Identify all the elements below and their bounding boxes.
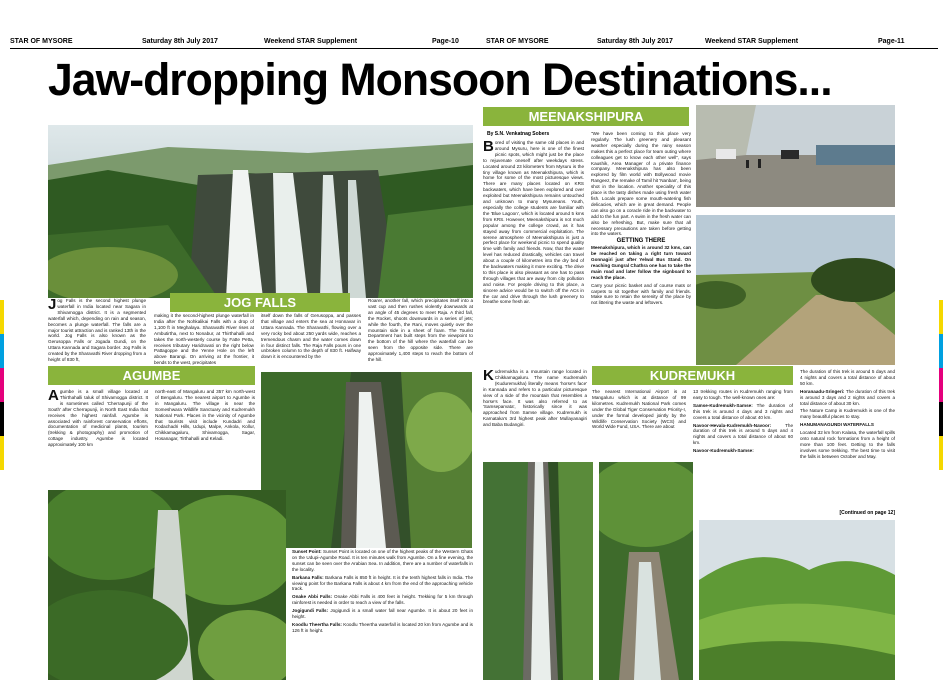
continued-note: [Continued on page 12] [839, 510, 895, 516]
caption-sunset-point-title: Sunset Point: [292, 549, 322, 554]
agumbe-col-1-text: gumbe is a small village located at Thirthahalli taluk of Shivamogga district. It is sometimes called 'Cherrapunji of the South' after Cherrapunji, in North East India that receives the highest rainfall. Agumbe is associated with rainforest conservation efforts, documentation of medicinal plants, tourism (trekking & photography) and promotion of cottage industry. Agumbe is located approximately 100 km [48, 389, 148, 448]
jog-col-3 [261, 313, 361, 365]
agumbe-col-1 [48, 389, 148, 489]
meenakshipura-col-1 [483, 140, 584, 364]
agumbe-col-2 [155, 389, 255, 489]
trek-navoor-kudremukh-title: Navoor-Kudremukh-Samse: [693, 448, 754, 454]
kudremukh-waterfall-photo [483, 462, 593, 680]
trek-navoor-hevala-title: Navoor-Hevala-Kudremukh-Navoor: [693, 422, 772, 428]
meenakshipura-note: Carry your picnic basket and of course mats or carpets to sit together with family and friends. Make sure to retain the serenity of the place by not littering the waste and leftovers. [591, 282, 691, 306]
getting-there-text: Meenakshipura, which is around 32 kms, can be reached on taking a right turn toward Gonnagiri just after Yelwal Bus Stand. On reaching Gungral Chathra one has to take the main road and later follow the signboard to reach the place. [591, 245, 691, 280]
meenakshipura-dropcap: B [483, 140, 494, 155]
caption-onake-abbi-title: Onake Abbi Falls: [292, 594, 333, 600]
trek-samse-title: Samse-Kudremukh-Samse: [693, 402, 753, 408]
getting-there-title: GETTING THERE [616, 238, 666, 245]
caption-barkana-falls-title: Barkana Falls: [292, 574, 324, 580]
caption-onake-abbi-falls [292, 594, 473, 606]
trek-horanaadu [800, 389, 895, 407]
agumbe-banner: AGUMBE [48, 366, 255, 385]
trek-horanaadu-title: Horanaadu-Sringeri: [800, 388, 845, 394]
jog-col-2-text: making it the second-highest plunge waterfall in India after the Nohkalikai Falls with a drop of 1,100 ft in Meghalaya. Sharavathi River rises at Ambutirtha, next to Nonabur, at Thirthahalli and takes the north-westerly course by Fatte Petta, receives tributary Haridravati on the right below Pattagoppe and the Yenne Hole on the left above Barangi. On arriving at the frontier, it bends to the west, precipitates [154, 313, 254, 365]
caption-jogigundi-title: Jogigundi Falls: [292, 608, 329, 614]
trek-navoor-hevala-text: The duration of this trek is around 5 days and 4 nights and covers a total distance of about 60 km. [693, 422, 793, 446]
meenakshipura-col-2-text: "We have been coming to this place very regularly. The lush greenery and pleasant weather especially during the rainy season makes this a perfect place for team outing where colleagues get to know each other well", says Kaushik, Area Manager of a private finance company. Meenakshipura has also been explored by film world with Bollywood movie Rangeez, the remake of Tamil hit 'Nanban', being shot in the location. Another speciality of this place is the tasty dishes made using fresh water fish. Locals prepare some mouth-watering fish delicacies, which are in great demand. People can also go on a coracle ride in the backwater to add to the fun part. A swim in the fresh water can also be refreshing. But, make sure that all necessary precautions are taken before getting into the waters. [591, 131, 691, 237]
kudremukh-dropcap: K [483, 369, 494, 384]
kudremukh-col-1-text: udremukha is a mountain range located in Chikkamagaluru. The name Kudremukh (Kuduremukha) literally means 'horse's face' in Kannada and refers to a particular picturesque view of a side of the mountain that resembles a horse's face. It was also referred to as 'Samseparvata', historically since it was approached from Samse village. Kudremukh is Karnataka's 3rd highest peak after Mullayanagiri and Baba Budangiri. [483, 369, 587, 428]
agumbe-waterfall-photo [261, 372, 472, 548]
header-right-paper: STAR OF MYSORE [486, 38, 549, 45]
agumbe-forest-photo [48, 490, 286, 680]
trek-navoor-kudremukh-text: The duration of this trek is around 5 days and 4 nights and covers a total distance of about 50 km. [800, 369, 895, 386]
jog-col-4 [368, 298, 473, 364]
jog-dropcap: J [48, 298, 57, 313]
header-left-paper: STAR OF MYSORE [10, 38, 73, 45]
agumbe-col-2-text: north-east of Mangaluru and 357 km north-west of Bengaluru. The nearest airport to Agumbe is in Mangaluru. The village is near the Someshwara Wildlife Sanctuary and Kudremukh National Park. Places in the vicinity of Agumbe that tourists visit include Kundadri and Kodachadri Hills, Udupi, Malpe, Ankola, Kollur, Chikkamagaluru, Shivamogga, Sagar, Hosanagar, Tirthahalli and Keladi. [155, 389, 255, 442]
trek-navoor-kudremukh [693, 448, 793, 454]
jog-col-1-text: og Falls is the second highest plunge waterfall in India located near Sagara in Shivamogga district. It is a segmented waterfall which, depending on rain and season, becomes a plunge waterfall. The falls are a major tourist attraction and is ranked 13th in the world. Jog Falls is also known as the Gerusoppa Falls or Jogada Gundi, on the Uttara Kannada and Sagara border. Jog Falls is created by the Sharavathi River dropping from a height of 830 ft, [48, 298, 146, 363]
header-right-page: Page-11 [878, 38, 905, 45]
jog-falls-banner: JOG FALLS [170, 293, 350, 312]
page-headline: Jaw-dropping Monsoon Destinations... [48, 54, 832, 105]
header-left-page: Page-10 [432, 38, 459, 45]
meenakshipura-col-2 [591, 131, 691, 364]
trek-samse [693, 403, 793, 421]
registration-bar-left [0, 300, 4, 470]
caption-koodlu-text: Koodlu Theertha waterfall is located 20 km from Agumbe and is 126 ft in height. [292, 621, 473, 633]
header-left-date: Saturday 8th July 2017 [142, 38, 218, 45]
jog-col-4-text: Roarer, another fall, which precipitates itself into a vast cup and then rushes violently downwards at an angle of 45 degrees to meet Raja. A third fall, the Rocket, shoots downwards in a series of jets; while the fourth, the Rani, moves quietly over the mountain side in a sheet of foam. The Tourist Department has built steps from the viewpoint to the bottom of the hill where the waterfall can be seen from the opposite side. There are approximately 1,400 steps to reach the bottom of the hill. [368, 298, 473, 363]
kudremukh-treks-intro: 13 trekking routes in Kudremukh ranging from easy to tough. The well-known ones are: [693, 389, 793, 400]
kudremukh-hills-photo [699, 520, 895, 680]
meenakshipura-photo-top [696, 105, 895, 207]
kudremukh-col-1 [483, 369, 587, 461]
caption-onake-abbi-text: Onake Abbi Falls is 400 feet in height. Trekking for 5 km through rainforest is needed in order to reach a view of the falls. [292, 594, 473, 606]
kudremukh-col-3 [693, 389, 793, 507]
header-rule [10, 48, 938, 49]
meenakshipura-col-1-text: ored of visiting the same old places in and around Mysuru, here is one of the finest picnic spots, which might just be the place to rejuvenate oneself after weekdays stress. Located around 23 kilometers from Mysuru is the tiny village known as Meenakshipura, which is home for some of the most picturesque views. There are many places located on KRS backwaters, which have been explored and over exploited but Meenakshipura remains untouched and unknown to many Mysureans. Youth, especially the college students are familiar with the 'Blue Lagoon', which is located around 5 kms from KRS. However, Meenakshipura is not much popular among the college crowd, as it has stayed away from commercial exploitation. The serene atmosphere of Meenakshipura is just a perfect place for weekend picnic to spend quality time with family and friends. Now, that the water level has reduced drastically, vehicles can travel about a couple of kilometres into the dry bed of the backwaters making it more exciting. The drive to this place is also pleasant as one has to pass through villages that are away from city pollution and noise. For people driving to this place, a sincere advice would be to switch off the ACs in the car and drive through the lush greenery to breathe some fresh air. [483, 140, 584, 305]
caption-koodlu-title: Koodlu Theertha Falls: [292, 621, 342, 627]
caption-sunset-point-text: Sunset Point is located on one of the highest peaks of the Western Ghats on the Udupi-Agumbe Road. It is ten minutes walk from Agumbe. On a fine evening, the sunset can be seen over the Arabian Sea. In addition, there are a number of waterfalls in the locality. [292, 549, 473, 572]
agumbe-dropcap: A [48, 389, 59, 404]
hanumanagundi-title: HANUMANAGUNDI WATERFALLS [800, 422, 874, 428]
nature-camp-note: The Nature Camp in Kudremukh is one of the many beautiful places to stay. [800, 408, 895, 420]
jog-col-2 [154, 313, 254, 365]
jog-col-3-text: itself down the falls of Gerusoppa, and passes that village and enters the sea at Honnavar in Uttara Kannada. The Sharavathi, flowing over a very rocky bed about 250 yards wide, reaches a tremendous chasm and the water comes down in four distinct falls. The Raja Falls pours in one unbroken column to the depth of 830 ft. Halfway down it is encountered by the [261, 313, 361, 360]
header-right-date: Saturday 8th July 2017 [597, 38, 673, 45]
caption-barkana-falls [292, 575, 473, 593]
kudremukh-stream-photo [599, 462, 693, 680]
kudremukh-col-4 [800, 369, 895, 504]
hanumanagundi-text: Located 32 km from Kalasa, the waterfall spills onto natural rock formations from a height of more than 100 feet. Getting to the falls involves some trekking. The best time to visit the falls is between October and May. [800, 430, 895, 459]
meenakshipura-byline: By S.N. Venkatnag Sobers [487, 131, 550, 137]
trek-samse-text: The duration of this trek is around 4 days and 3 nights and covers a total distance of about 40 km. [693, 402, 793, 420]
registration-bar-right [939, 300, 943, 470]
jog-falls-photo [48, 125, 473, 298]
agumbe-captions [292, 549, 473, 681]
trek-horanaadu-text: The duration of this trek is around 3 days and 2 nights and covers a total distance of about 30 km. [800, 388, 895, 406]
caption-koodlu-theertha-falls [292, 622, 473, 634]
header-left-supplement: Weekend STAR Supplement [264, 38, 358, 45]
caption-jogigundi-falls [292, 608, 473, 620]
jog-col-1 [48, 298, 146, 363]
kudremukh-banner: KUDREMUKH [592, 366, 793, 385]
trek-navoor-hevala [693, 423, 793, 447]
header-right-supplement: Weekend STAR Supplement [705, 38, 799, 45]
caption-sunset-point [292, 549, 473, 573]
kudremukh-col-2 [592, 389, 686, 461]
caption-jogigundi-text: Jogigundi is a small water fall near Agumbe. It is about 20 feet in height. [292, 608, 473, 620]
caption-barkana-falls-text: Barkana Falls is 850 ft in height. It is the tenth highest falls in India. The viewing point for the Barkana Falls is about 4 km from the end of the approaching vehicle track. [292, 574, 473, 592]
meenakshipura-banner: MEENAKSHIPURA [483, 107, 689, 126]
kudremukh-col-2-text: The nearest International Airport is at Mangaluru which is at distance of 99 kilometres. Kudremukh National Park comes under the Global Tiger Conservation Priority-I, under the formal developed jointly by the Wildlife Conservation Society (WCS) and World Wide Fund, USA. There are about [592, 389, 686, 430]
meenakshipura-photo-bottom [696, 215, 895, 365]
